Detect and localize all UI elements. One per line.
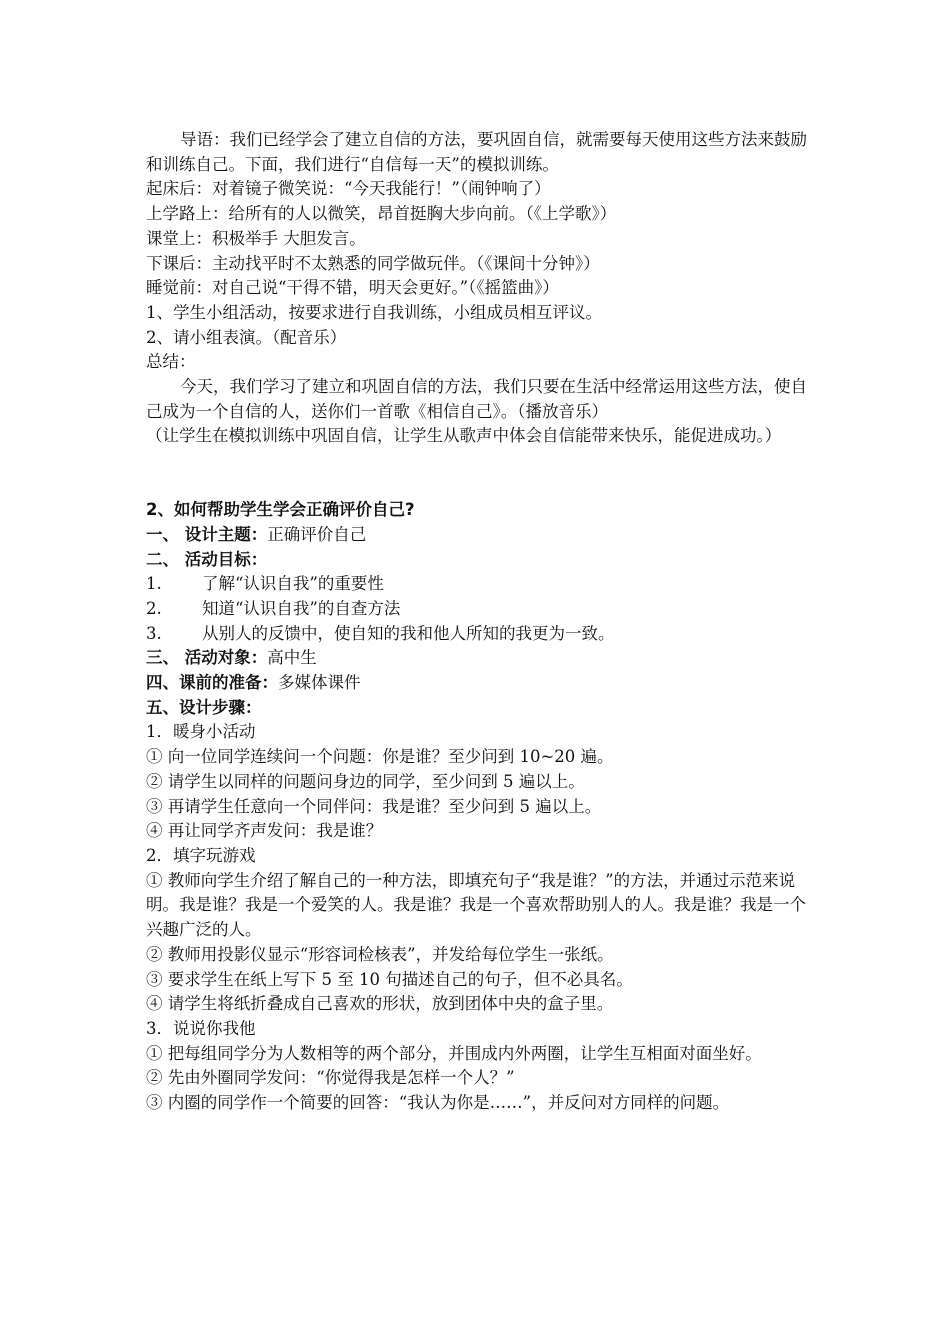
goal-number: 3. xyxy=(146,623,162,643)
step1-item: ④ 再让同学齐声发问：我是谁？ xyxy=(146,821,383,841)
design-theme xyxy=(146,523,808,548)
design-steps-heading xyxy=(146,696,808,721)
goal-number: 2. xyxy=(146,598,162,618)
goal-text: 从别人的反馈中，使自知的我和他人所知的我更为一致。 xyxy=(202,623,615,643)
goal-text: 知道“认识自我”的自查方法 xyxy=(202,598,401,618)
goal-item xyxy=(146,622,808,647)
activity-goals-heading xyxy=(146,548,808,573)
intro-line-wakeup: 起床后：对着镜子微笑说：“今天我能行！”（闹钟响了） xyxy=(146,179,551,199)
intro-line-group-performance: 2、请小组表演。（配音乐） xyxy=(146,327,347,347)
design-theme-value: 正确评价自己 xyxy=(267,524,367,544)
step2-item: ① 教师向学生介绍了解自己的一种方法，即填充句子“我是谁？”的方法，并通过示范来说明。我是谁？我是一个爱笑的人。我是谁？我是一个喜欢帮助别人的人。我是谁？我是一个兴趣广泛的人。 xyxy=(146,870,806,940)
intro-line-school-road: 上学路上：给所有的人以微笑，昂首挺胸大步向前。（《上学歌》） xyxy=(146,204,617,224)
step1-item: ② 请学生以同样的问题问身边的同学，至少问到 5 遍以上。 xyxy=(146,771,585,791)
activity-goals-label: 二、 活动目标： xyxy=(146,549,268,569)
goal-item xyxy=(146,597,808,622)
goal-text: 了解“认识自我”的重要性 xyxy=(202,574,384,594)
step3-item: ③ 内圈的同学作一个简要的回答：“我认为你是……”，并反问对方同样的问题。 xyxy=(146,1093,730,1113)
preparation xyxy=(146,671,808,696)
step3-item: ① 把每组同学分为人数相等的两个部分，并围成内外两圈，让学生互相面对面坐好。 xyxy=(146,1043,762,1063)
summary-paragraph: 今天，我们学习了建立和巩固自信的方法，我们只要在生活中经常运用这些方法，使自己成为一个自信的人，送你们一首歌《相信自己》。（播放音乐） xyxy=(146,377,807,421)
section-spacer xyxy=(146,449,808,498)
step2-item: ④ 请学生将纸折叠成自己喜欢的形状，放到团体中央的盒子里。 xyxy=(146,994,614,1014)
step2-item: ③ 要求学生在纸上写下 5 至 10 句描述自己的句子，但不必具名。 xyxy=(146,969,633,989)
document-body xyxy=(146,128,808,1116)
activity-target xyxy=(146,646,808,671)
step1-item: ① 向一位同学连续问一个问题：你是谁？至少问到 10~20 遍。 xyxy=(146,747,614,767)
activity-target-value: 高中生 xyxy=(267,648,317,668)
intro-line-classroom: 课堂上：积极举手 大胆发言。 xyxy=(146,228,366,248)
step2-title: 2．填字玩游戏 xyxy=(146,845,256,865)
summary-heading: 总结： xyxy=(146,352,196,372)
step1-item: ③ 再请学生任意向一个同伴问：我是谁？至少问到 5 遍以上。 xyxy=(146,796,602,816)
goal-number: 1. xyxy=(146,574,162,594)
design-theme-label: 一、 设计主题： xyxy=(146,524,268,544)
section-title: 2、如何帮助学生学会正确评价自己? xyxy=(146,500,415,520)
intro-line-bedtime: 睡觉前：对自己说“干得不错，明天会更好。”（《摇篮曲》） xyxy=(146,278,559,298)
design-steps-label: 五、设计步骤： xyxy=(146,697,262,717)
goal-item xyxy=(146,572,808,597)
step3-item: ② 先由外圈同学发问：“你觉得我是怎样一个人？” xyxy=(146,1068,515,1088)
intro-paragraph: 导语：我们已经学会了建立自信的方法，要巩固自信，就需要每天使用这些方法来鼓励和训练自己。下面，我们进行“自信每一天”的模拟训练。 xyxy=(146,130,807,174)
intro-line-group-activity: 1、学生小组活动，按要求进行自我训练，小组成员相互评议。 xyxy=(146,302,602,322)
step2-item: ② 教师用投影仪显示“形容词检核表”，并发给每位学生一张纸。 xyxy=(146,944,614,964)
activity-target-label: 三、 活动对象： xyxy=(146,648,268,668)
step3-title: 3．说说你我他 xyxy=(146,1018,256,1038)
intro-line-after-class: 下课后：主动找平时不太熟悉的同学做玩伴。（《课间十分钟》） xyxy=(146,253,600,273)
summary-note: （让学生在模拟训练中巩固自信，让学生从歌声中体会自信能带来快乐，能促进成功。） xyxy=(146,426,782,446)
preparation-value: 多媒体课件 xyxy=(278,673,361,693)
step1-title: 1．暖身小活动 xyxy=(146,722,256,742)
preparation-label: 四、课前的准备： xyxy=(146,673,278,693)
